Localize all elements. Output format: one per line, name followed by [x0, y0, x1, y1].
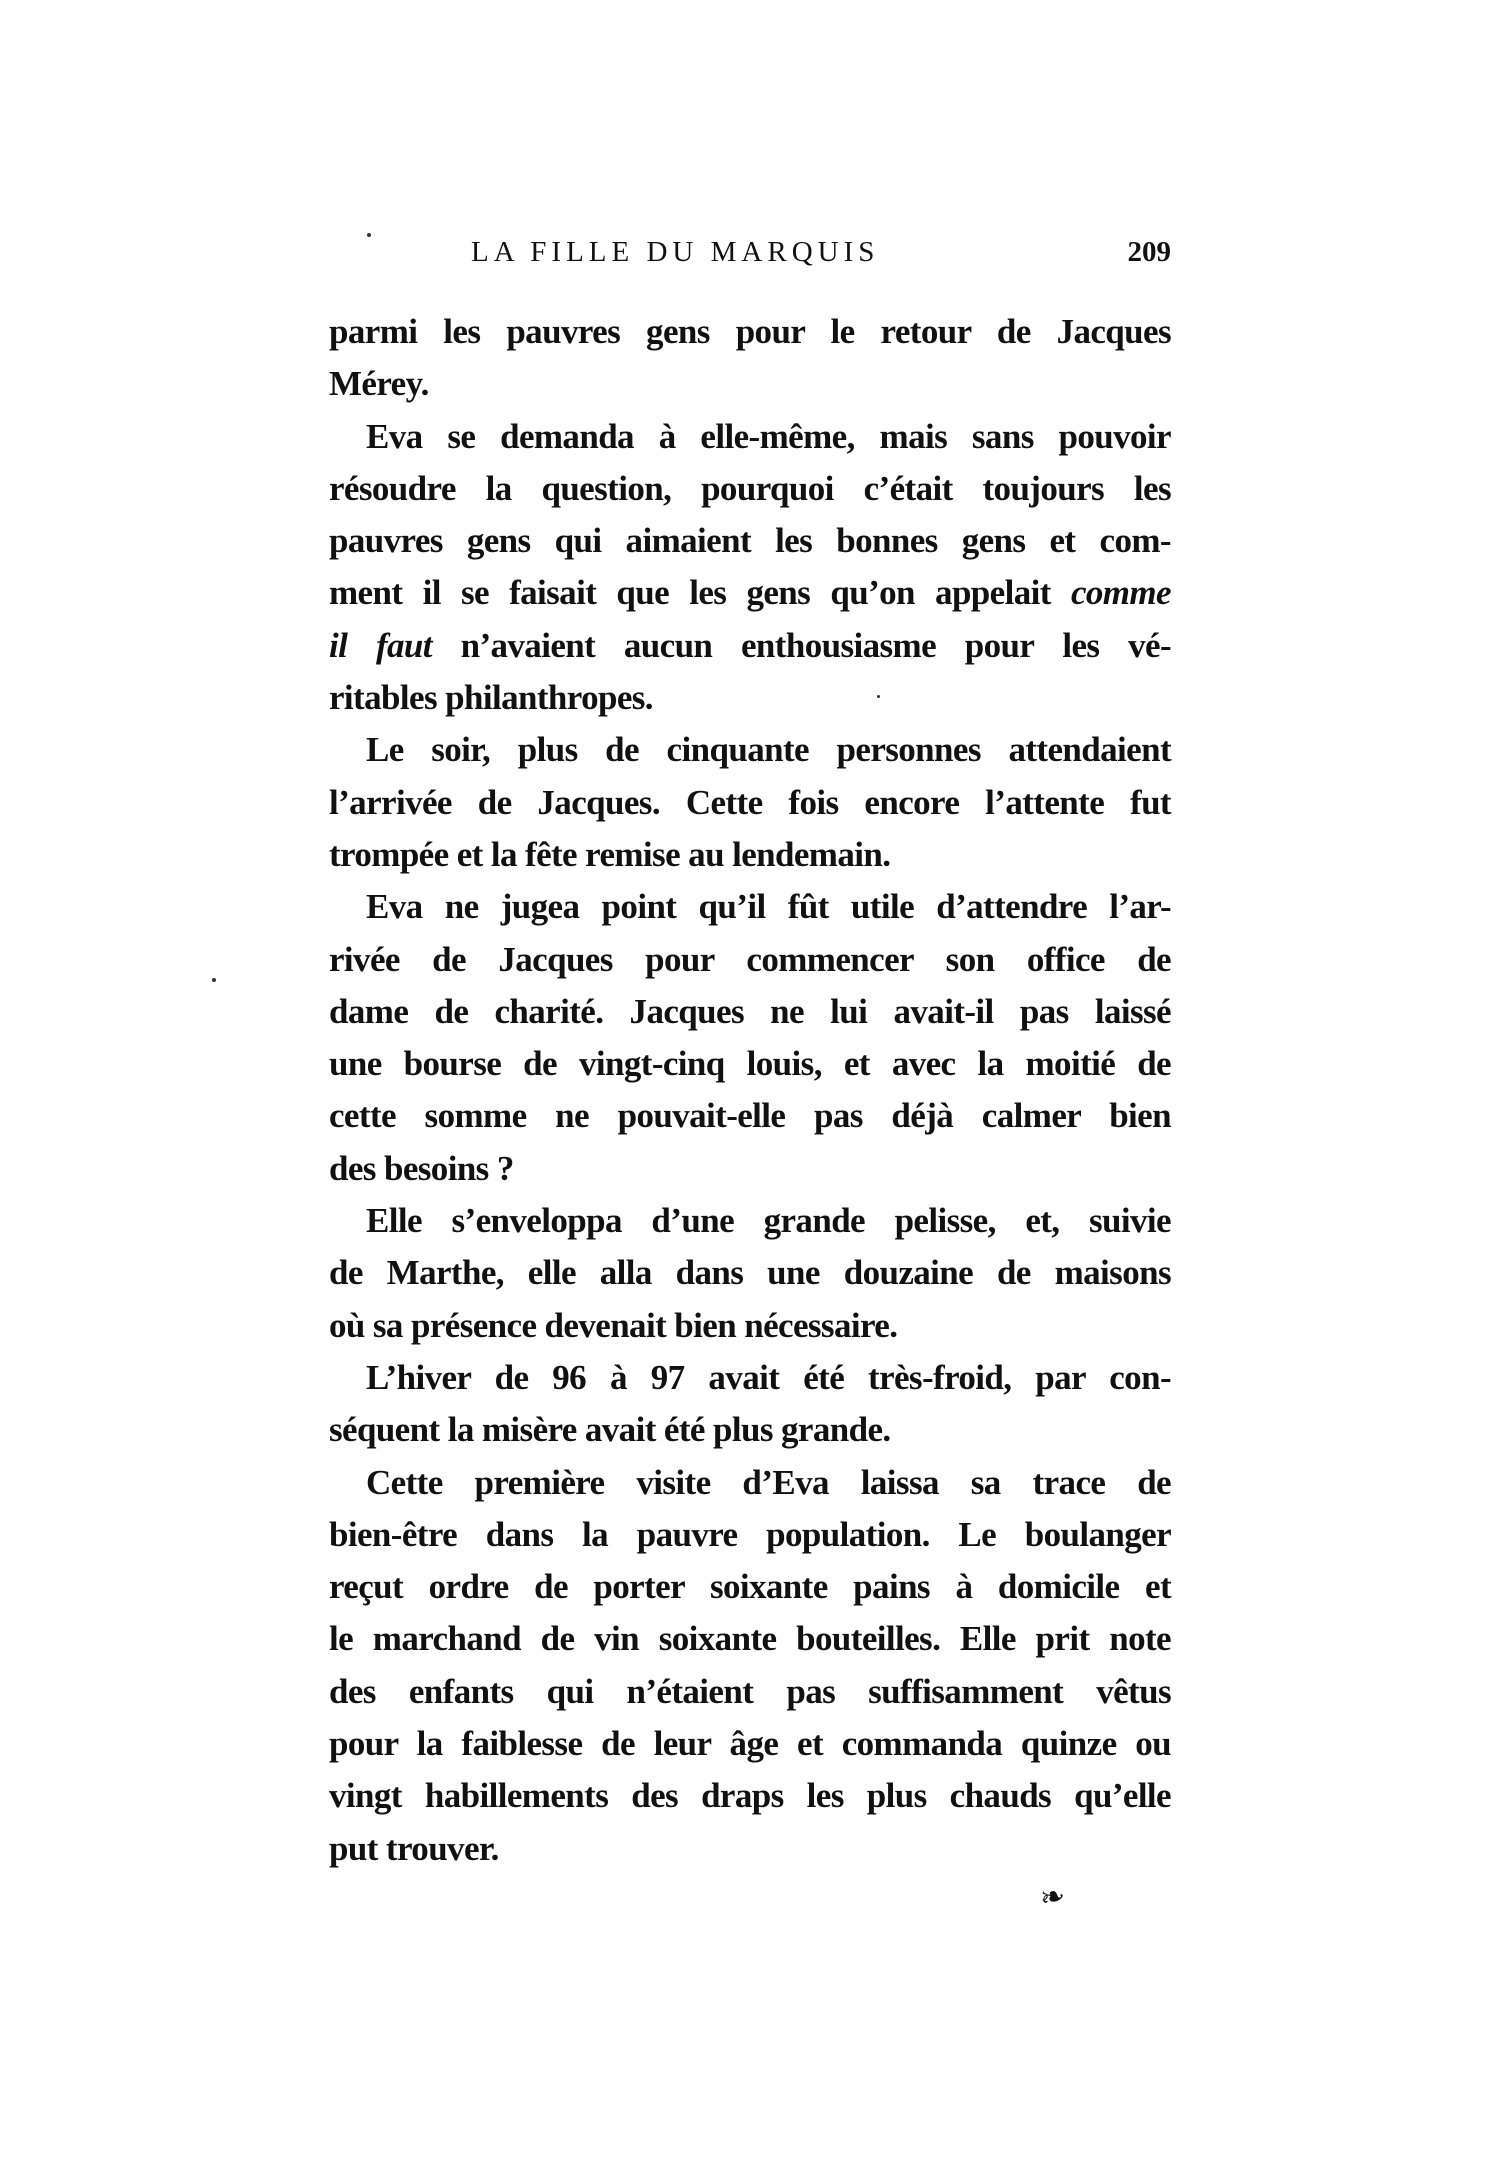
- text-line: [329, 411, 1171, 463]
- text-line: [329, 1823, 1171, 1875]
- text-line: [329, 1613, 1171, 1665]
- paragraph: [329, 1195, 1171, 1352]
- paragraph: [329, 881, 1171, 1195]
- text-run: séquent la misère avait été plus grande.: [329, 1410, 891, 1450]
- text-run: résoudre la question, pourquoi c’était toujours les: [329, 468, 1171, 508]
- text-run: Le soir, plus de cinquante personnes attendaient: [366, 730, 1171, 770]
- text-run: Mérey.: [329, 364, 429, 404]
- text-run: n’avaient aucun enthousiasme pour les vé-: [431, 625, 1172, 665]
- text-run: des besoins ?: [329, 1148, 514, 1188]
- text-line: [329, 358, 1171, 410]
- paragraph: [329, 411, 1171, 725]
- text-run: Cette première visite d’Eva laissa sa trace de: [366, 1462, 1171, 1502]
- text-run: Eva se demanda à elle-même, mais sans pouvoir: [366, 416, 1171, 456]
- text-line: [329, 724, 1171, 776]
- text-line: [329, 1718, 1171, 1770]
- text-run: cette somme ne pouvait-elle pas déjà calmer bien: [329, 1096, 1171, 1136]
- text-line: [329, 1090, 1171, 1142]
- text-run: ment il se faisait que les gens qu’on appelait: [329, 573, 1071, 613]
- text-line: [329, 1143, 1171, 1195]
- text-line: [329, 1352, 1171, 1404]
- text-run: rivée de Jacques pour commencer son office de: [329, 939, 1171, 979]
- text-run: dame de charité. Jacques ne lui avait-il pas laissé: [329, 991, 1171, 1031]
- paragraph: [329, 724, 1171, 881]
- text-line: [329, 672, 1171, 724]
- text-run: une bourse de vingt-cinq louis, et avec la moitié de: [329, 1044, 1171, 1084]
- paragraph: [329, 1352, 1171, 1457]
- text-line: [329, 1195, 1171, 1247]
- ornament-fleuron: ❧: [1037, 1879, 1068, 1916]
- text-line: [329, 777, 1171, 829]
- text-line: [329, 515, 1171, 567]
- text-line: [329, 1300, 1171, 1352]
- text-line: [329, 1666, 1171, 1718]
- text-line: [329, 463, 1171, 515]
- text-run: le marchand de vin soixante bouteilles. Elle prit note: [329, 1619, 1171, 1659]
- text-run: parmi les pauvres gens pour le retour de Jacques: [329, 312, 1171, 351]
- text-line: [329, 829, 1171, 881]
- scan-speck: [212, 978, 216, 982]
- scan-speck: [367, 233, 371, 237]
- text-run: Eva ne jugea point qu’il fût utile d’attendre l’ar-: [366, 887, 1171, 927]
- text-line: [329, 1038, 1171, 1090]
- text-run: où sa présence devenait bien nécessaire.: [329, 1305, 898, 1345]
- text-run: reçut ordre de porter soixante pains à domicile et: [329, 1567, 1171, 1607]
- text-run: pauvres gens qui aimaient les bonnes gens et com-: [329, 521, 1171, 561]
- text-line: [329, 934, 1171, 986]
- text-line: [329, 567, 1171, 619]
- text-line: [329, 1457, 1171, 1509]
- text-line: [329, 1561, 1171, 1613]
- body-text: [329, 306, 1171, 1875]
- text-line: [329, 306, 1171, 358]
- text-run: Elle s’enveloppa d’une grande pelisse, et, suivie: [366, 1201, 1171, 1241]
- text-line: [329, 1247, 1171, 1299]
- text-line: [329, 1770, 1171, 1822]
- page-number: 209: [1127, 236, 1171, 268]
- text-run: de Marthe, elle alla dans une douzaine de maisons: [329, 1253, 1171, 1293]
- text-line: [329, 1404, 1171, 1456]
- text-run: des enfants qui n’étaient pas suffisamment vêtus: [329, 1671, 1171, 1711]
- text-line: [329, 1509, 1171, 1561]
- text-run: put trouver.: [329, 1828, 499, 1868]
- text-run: bien-être dans la pauvre population. Le boulanger: [329, 1514, 1171, 1554]
- text-line: [329, 620, 1171, 672]
- running-title: LA FILLE DU MARQUIS: [471, 236, 880, 268]
- text-run: L’hiver de 96 à 97 avait été très-froid, par con-: [366, 1357, 1171, 1397]
- text-run: pour la faiblesse de leur âge et commanda quinze ou: [329, 1724, 1171, 1764]
- text-run: ritables philanthropes.: [329, 678, 653, 718]
- page-header: [329, 236, 1171, 280]
- text-line: [329, 986, 1171, 1038]
- italic-text: il faut: [329, 625, 432, 665]
- text-line: [329, 881, 1171, 933]
- text-run: vingt habillements des draps les plus chauds qu’elle: [329, 1776, 1171, 1816]
- scan-speck: [877, 695, 880, 698]
- italic-text: comme: [1070, 573, 1171, 613]
- paragraph: [329, 1457, 1171, 1875]
- text-run: trompée et la fête remise au lendemain.: [329, 834, 891, 874]
- text-run: l’arrivée de Jacques. Cette fois encore l’attente fut: [329, 782, 1171, 822]
- paragraph: [329, 306, 1171, 411]
